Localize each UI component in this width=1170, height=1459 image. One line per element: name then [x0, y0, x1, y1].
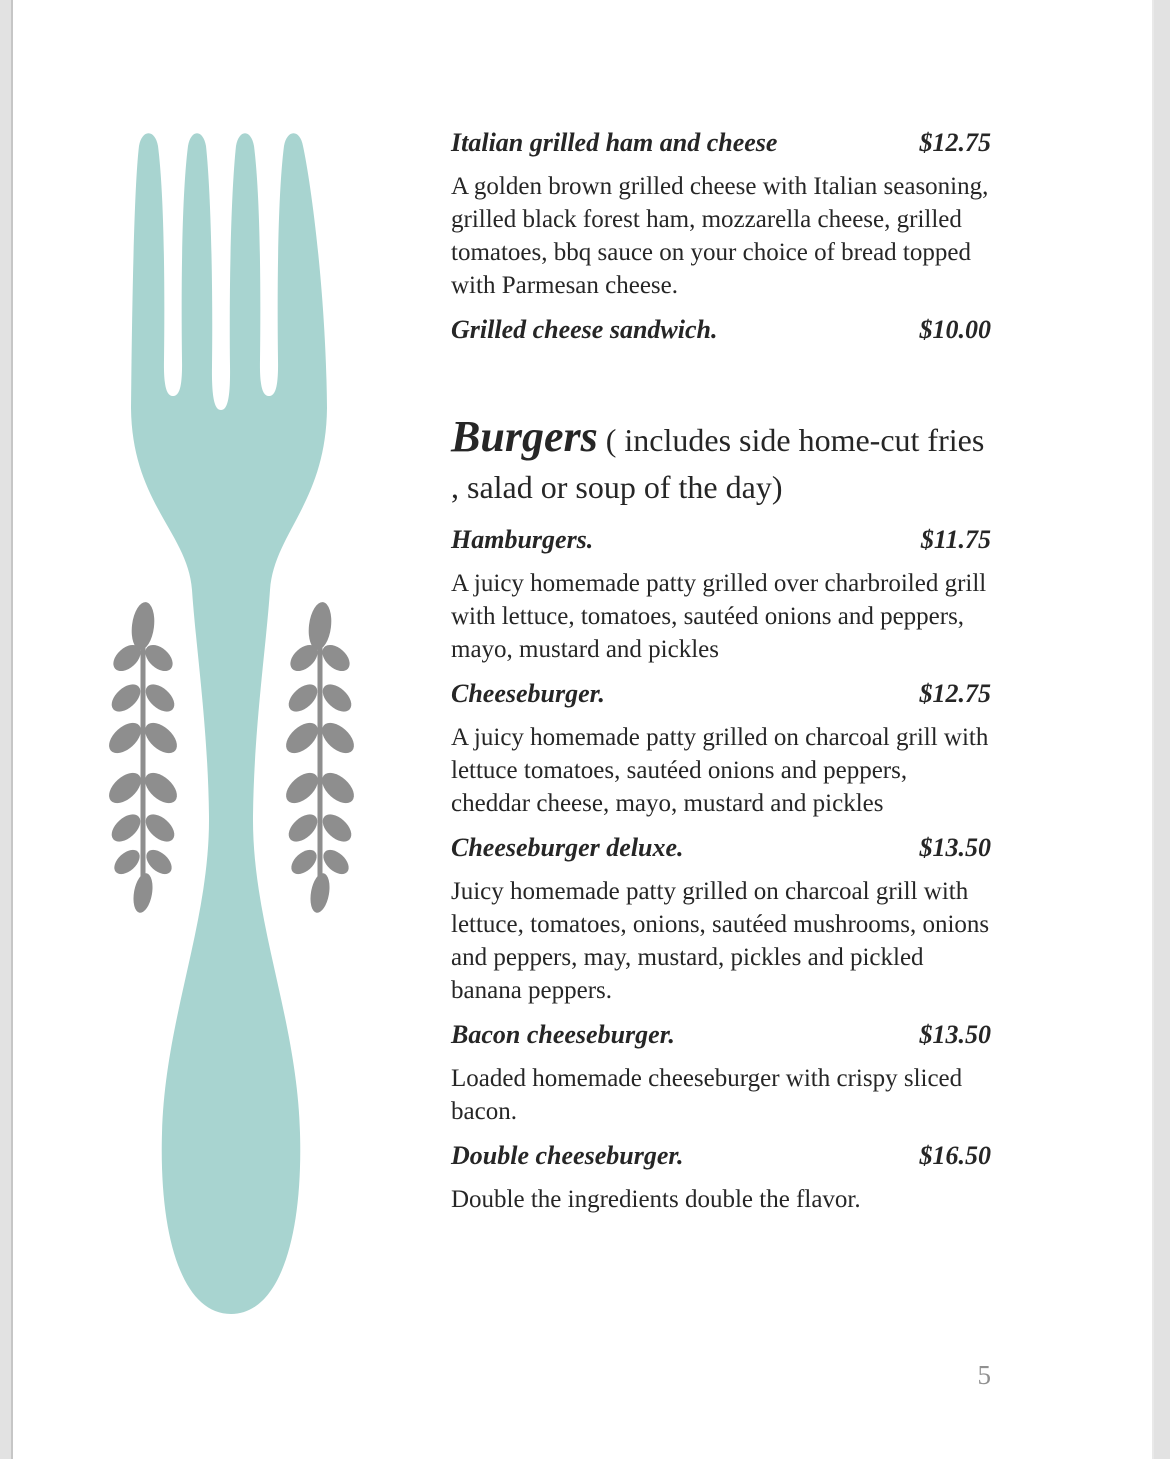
menu-item-row-double-cheeseburger [451, 1139, 991, 1173]
menu-item-description: Double the ingredients double the flavor. [451, 1186, 861, 1213]
menu-item-name: Double cheeseburger. [451, 1141, 684, 1170]
menu-item-price: $11.75 [920, 525, 991, 554]
menu-item-price: $10.00 [919, 315, 991, 344]
section-heading [451, 413, 991, 511]
menu-item-price: $12.75 [919, 128, 991, 157]
menu-item-description: A golden brown grilled cheese with Italian seasoning, grilled black forest ham, mozzarella cheese, grilled tomatoes, bbq sauce on your choice of bread topped with Parmesan cheese. [451, 173, 989, 299]
menu-item-row-cheeseburger-deluxe [451, 831, 991, 865]
menu-item-description: A juicy homemade patty grilled over charbroiled grill with lettuce, tomatoes, sautéed onions and peppers, mayo, mustard and pickles [451, 570, 987, 663]
menu-item-price: $13.50 [919, 833, 991, 862]
menu-item-row-grilled-cheese [451, 313, 991, 347]
menu-item-row-cheeseburger [451, 677, 991, 711]
menu-content-column [451, 0, 991, 1227]
menu-item-name: Hamburgers. [451, 525, 594, 554]
menu-item-name: Italian grilled ham and cheese [451, 128, 778, 157]
menu-item-name: Cheeseburger. [451, 679, 605, 708]
menu-item-name: Grilled cheese sandwich. [451, 315, 718, 344]
menu-item-description: A juicy homemade patty grilled on charcoal grill with lettuce tomatoes, sautéed onions and peppers, cheddar cheese, mayo, mustard and pickles [451, 724, 989, 817]
menu-item-description: Loaded homemade cheeseburger with crispy sliced bacon. [451, 1065, 963, 1125]
menu-item-price: $16.50 [919, 1141, 991, 1170]
menu-item-row-bacon-cheeseburger [451, 1018, 991, 1052]
menu-item-price: $13.50 [919, 1020, 991, 1049]
menu-item-row-italian-grilled-ham [451, 126, 991, 160]
menu-item-name: Bacon cheeseburger. [451, 1020, 675, 1049]
menu-item-row-hamburgers [451, 523, 991, 557]
page-number: 5 [977, 1360, 991, 1390]
section-subtitle: ( includes side home-cut fries , salad or soup of the day) [451, 422, 985, 505]
section-title: Burgers [451, 412, 598, 461]
menu-item-price: $12.75 [919, 679, 991, 708]
menu-item-name: Cheeseburger deluxe. [451, 833, 684, 862]
menu-item-description: Juicy homemade patty grilled on charcoal grill with lettuce, tomatoes, onions, sautéed mushrooms, onions and peppers, may, mustard, pickles and pickled banana peppers. [451, 878, 990, 1004]
